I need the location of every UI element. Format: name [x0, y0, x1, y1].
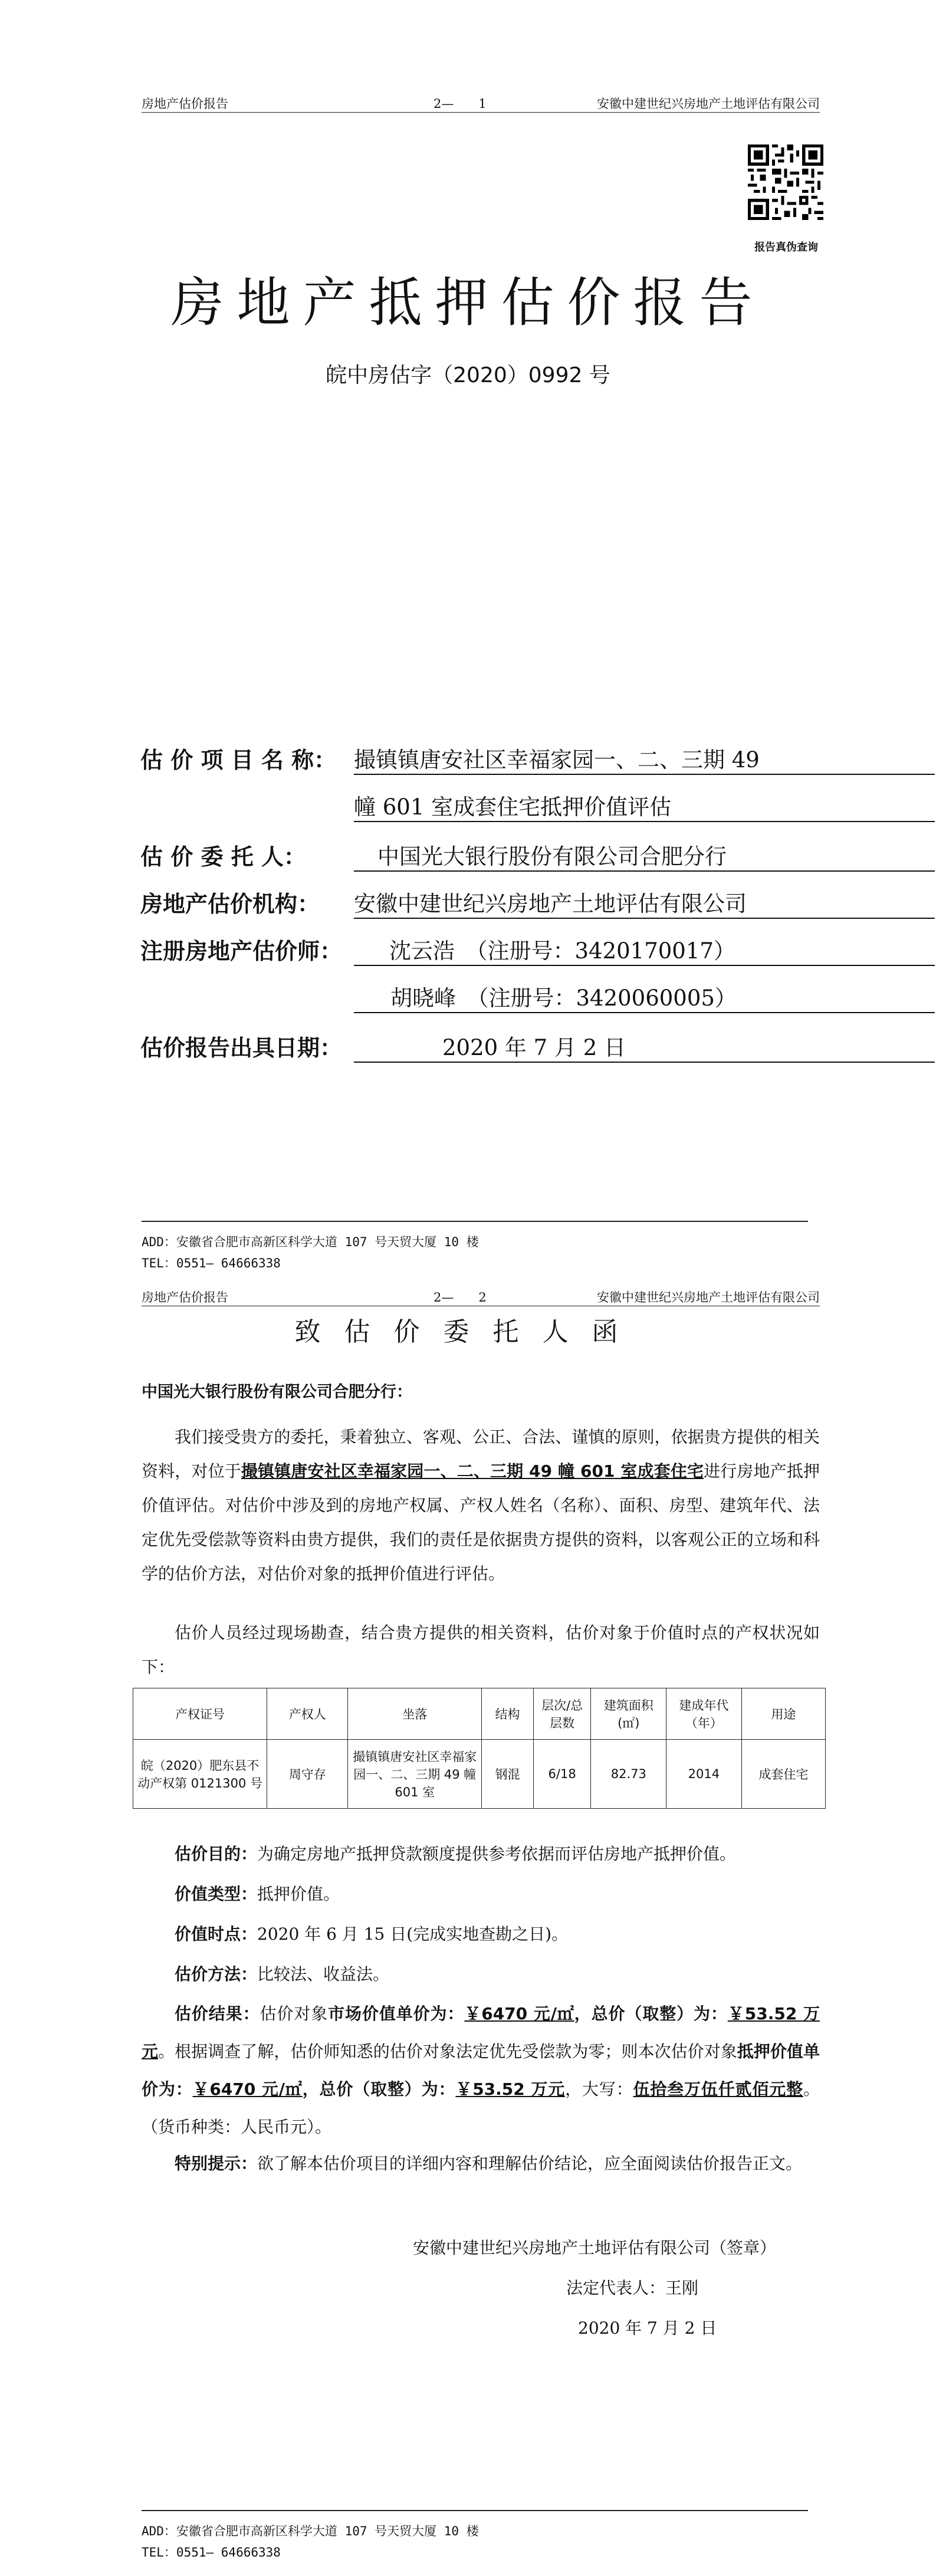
type-label: 价值类型： [175, 1884, 258, 1904]
result-text: ，总价（取整）为： [574, 2004, 728, 2023]
result-text: ，大写： [565, 2079, 633, 2099]
result-text: 抵押价值单价为： [142, 2042, 820, 2099]
table-header-cell: 结构 [482, 1688, 534, 1740]
page-header [142, 1288, 820, 1306]
result-text: 。根据调查了解，估价师知悉的估价对象法定优先受偿款为零；则本次估价对象 [158, 2042, 737, 2061]
type-value: 抵押价值。 [257, 1884, 340, 1904]
header-company: 安徽中建世纪兴房地产土地评估有限公司 [597, 1290, 820, 1305]
valuation-method [175, 1961, 389, 1985]
agency-label: 房地产估价机构： [140, 891, 320, 917]
table-header-cell: 建成年代（年） [666, 1688, 742, 1740]
page-header [142, 94, 820, 113]
table-row [133, 1740, 826, 1809]
date-value: 2020 年 7 月 2 日 [354, 1030, 935, 1063]
qr-caption: 报告真伪查询 [754, 241, 818, 254]
client-value: 中国光大银行股份有限公司合肥分行 [354, 839, 935, 872]
value-time [175, 1921, 568, 1945]
table-cell-owner: 周守存 [267, 1740, 348, 1809]
purpose-value: 为确定房地产抵押贷款额度提供参考依据而评估房地产抵押价值。 [257, 1844, 737, 1864]
footer-address: ADD：安徽省合肥市高新区科学大道 107 号天贸大厦 10 楼 [142, 2524, 479, 2538]
legal-representative: 法定代表人：王刚 [566, 2278, 699, 2298]
document-number: 皖中房估字（2020）0992 号 [326, 363, 610, 387]
project-name-line1: 撮镇镇唐安社区幸福家园一、二、三期 49 [354, 742, 935, 775]
table-header-cell: 产权人 [267, 1688, 348, 1740]
header-page-number: 2— 1 [433, 97, 487, 111]
appraiser-label: 注册房地产估价师： [140, 938, 343, 964]
agency-value: 安徽中建世纪兴房地产土地评估有限公司 [354, 886, 935, 919]
footer-divider [142, 2510, 808, 2511]
client-label: 估 价 委 托 人： [140, 844, 306, 870]
mortgage-unit-price: ￥6470 元/㎡ [192, 2079, 303, 2099]
footer-tel: TEL：0551— 64666338 [142, 1256, 281, 1270]
header-page-number: 2— 2 [433, 1290, 487, 1305]
table-cell-use: 成套住宅 [741, 1740, 825, 1809]
addressee: 中国光大银行股份有限公司合肥分行： [142, 1383, 412, 1401]
appraiser-2: 胡晓峰 （注册号：3420060005） [354, 980, 935, 1013]
market-unit-price: ￥6470 元/㎡ [464, 2004, 574, 2023]
mortgage-total-price: ￥53.52 万元 [455, 2079, 566, 2099]
letter-title: 致估价委托人函 [294, 1317, 642, 1347]
project-name-label: 估 价 项 目 名 称： [140, 747, 337, 773]
appraiser-1: 沈云浩 （注册号：3420170017） [354, 933, 935, 966]
table-cell-cert-no: 皖（2020）肥东县不动产权第 0121300 号 [133, 1740, 267, 1809]
result-text: 。（货币种类：人民币元）。 [142, 2079, 820, 2137]
valuation-result [142, 1995, 820, 2146]
p1-text-c: 进行房地产抵押价值评估。对估价中涉及到的房地产权属、产权人姓名（名称）、面积、房型、建筑年代、法定优先受偿款等资料由贵方提供，我们的责任是依据贵方提供的资料，以客观公正的立场和科学的估价方法，对估价对象的抵押价值进行评估。 [142, 1461, 820, 1583]
property-rights-table [133, 1688, 826, 1809]
table-header-cell: 坐落 [348, 1688, 482, 1740]
notice-label: 特别提示： [175, 2154, 258, 2173]
table-cell-year: 2014 [666, 1740, 742, 1809]
table-header-cell: 产权证号 [133, 1688, 267, 1740]
qr-code-icon[interactable] [748, 144, 823, 220]
market-total-price: ￥53.52 万元 [142, 2004, 820, 2061]
table-header-row [133, 1688, 826, 1740]
table-cell-structure: 钢混 [482, 1740, 534, 1809]
footer-divider [142, 1221, 808, 1222]
purpose-label: 估价目的： [175, 1844, 258, 1864]
time-value: 2020 年 6 月 15 日(完成实地查勘之日)。 [257, 1924, 569, 1944]
header-title: 房地产估价报告 [142, 97, 228, 111]
table-cell-area: 82.73 [591, 1740, 666, 1809]
result-label: 估价结果： [175, 2004, 260, 2023]
letter-paragraph-2: 估价人员经过现场勘查，结合贵方提供的相关资料，估价对象于价值时点的产权状况如下： [142, 1623, 820, 1677]
table-header-cell: 建筑面积(㎡) [591, 1688, 666, 1740]
p1-text-a: 我们接受贵方的委托，秉着独立、客观、公正、合法、谨慎的原则，依据贵方提供的相关资料，对位于 [142, 1427, 820, 1481]
table-cell-floor: 6/18 [533, 1740, 591, 1809]
letter-paragraph-1 [142, 1420, 820, 1591]
special-notice [142, 2147, 820, 2181]
table-header-cell: 用途 [741, 1688, 825, 1740]
header-company: 安徽中建世纪兴房地产土地评估有限公司 [597, 97, 820, 111]
result-text: 市场价值单价为： [328, 2004, 465, 2023]
method-label: 估价方法： [175, 1964, 258, 1984]
report-title: 房地产抵押估价报告 [170, 272, 766, 334]
time-label: 价值时点： [175, 1924, 258, 1944]
header-title: 房地产估价报告 [142, 1290, 228, 1305]
value-type [175, 1881, 340, 1905]
amount-in-words: 伍拾叁万伍仟贰佰元整 [633, 2079, 803, 2099]
valuation-purpose [175, 1841, 736, 1865]
notice-value: 欲了解本估价项目的详细内容和理解估价结论，应全面阅读估价报告正文。 [257, 2154, 803, 2173]
project-name-line2: 幢 601 室成套住宅抵押价值评估 [354, 789, 935, 822]
footer-address: ADD：安徽省合肥市高新区科学大道 107 号天贸大厦 10 楼 [142, 1235, 479, 1249]
date-label: 估价报告出具日期： [140, 1035, 343, 1061]
signature-date: 2020 年 7 月 2 日 [578, 2318, 717, 2338]
property-address: 撮镇镇唐安社区幸福家园一、二、三期 49 幢 601 室成套住宅 [241, 1461, 704, 1481]
table-header-cell: 层次/总层数 [533, 1688, 591, 1740]
method-value: 比较法、收益法。 [257, 1964, 390, 1984]
result-text: ，总价（取整）为： [302, 2079, 456, 2099]
result-text: 估价对象 [260, 2004, 329, 2023]
table-cell-location: 撮镇镇唐安社区幸福家园一、二、三期 49 幢 601 室 [348, 1740, 482, 1809]
footer-tel: TEL：0551— 64666338 [142, 2545, 281, 2559]
signature-company: 安徽中建世纪兴房地产土地评估有限公司（签章） [413, 2238, 777, 2258]
